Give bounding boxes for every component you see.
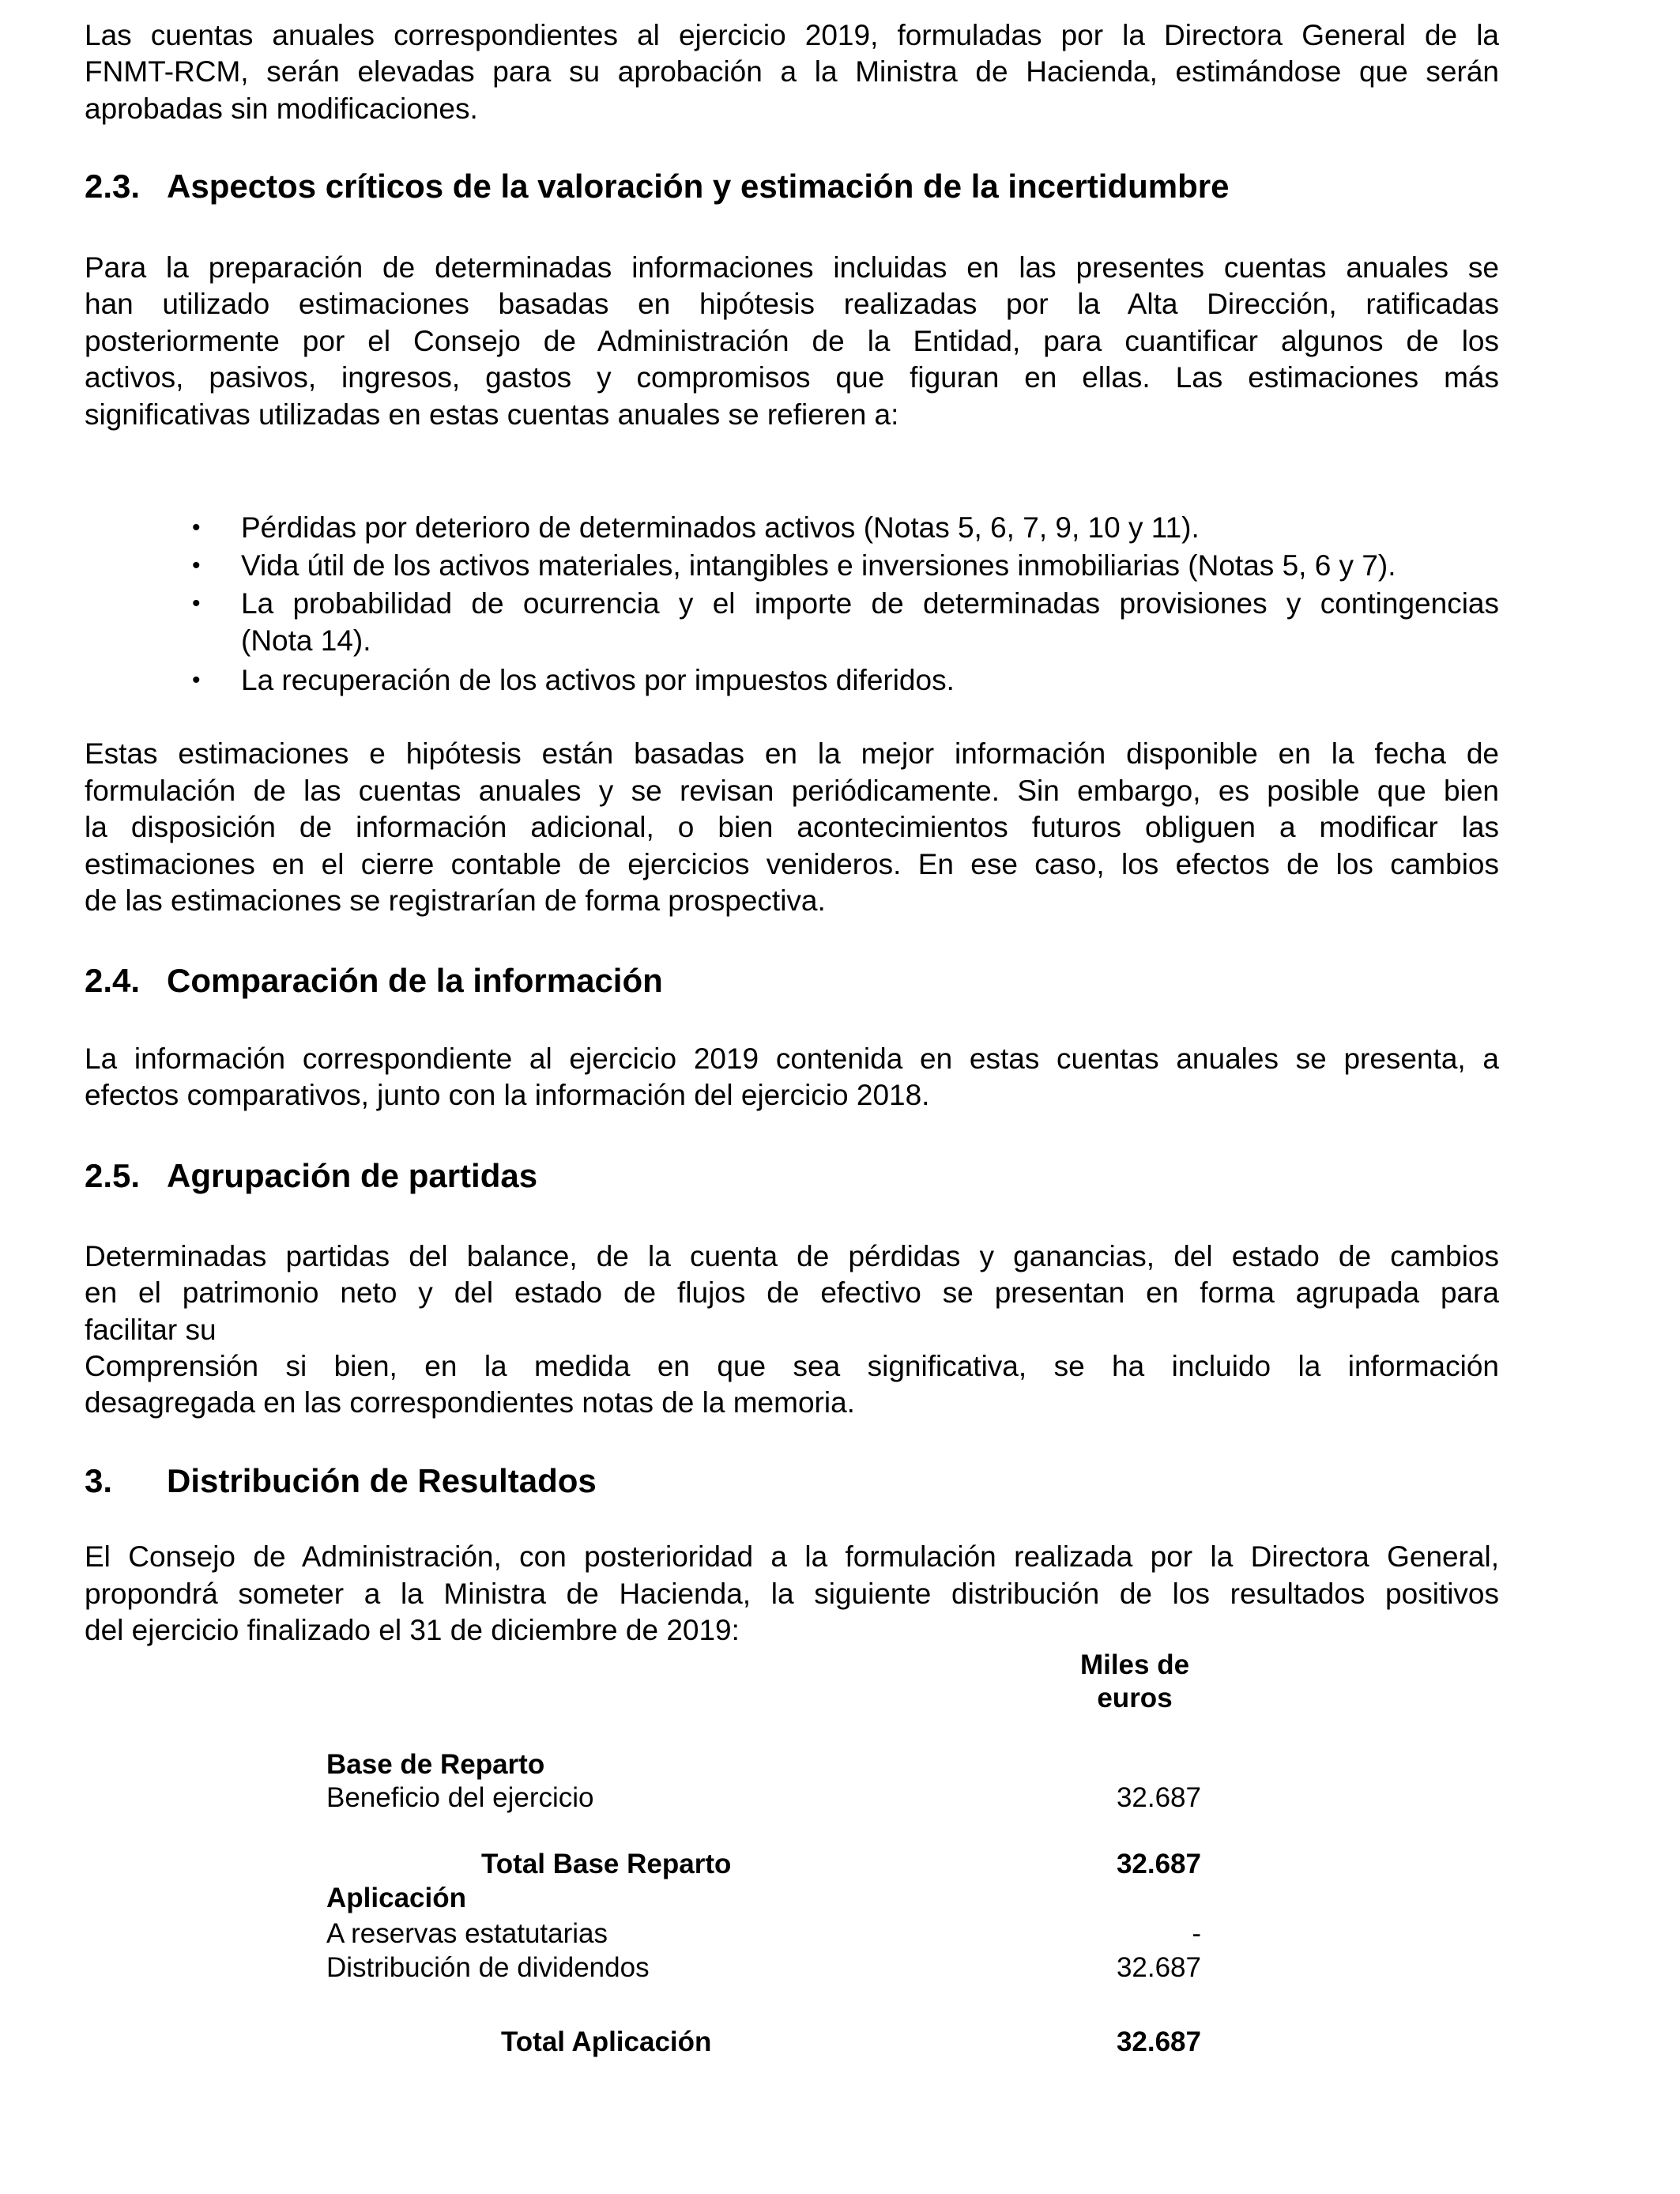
section-heading-2-4: [85, 961, 663, 1001]
section-number: 2.3.: [85, 168, 141, 205]
section-heading-2-3: [85, 167, 1229, 206]
list-item-text: La recuperación de los activos por impuestos diferidos.: [241, 664, 955, 696]
text-line: Comprensión si bien, en la medida en que sea significativa, se ha incluido la información: [85, 1349, 1499, 1382]
column-header: Miles de: [1079, 1649, 1190, 1680]
text-line: activos, pasivos, ingresos, gastos y compromisos que figuran en ellas. Las estimaciones más: [85, 361, 1499, 394]
aplicacion-title: Aplicación: [326, 1883, 466, 1913]
text-line: El Consejo de Administración, con posterioridad a la formulación realizada por la Directora General,: [85, 1540, 1499, 1573]
section-title: Distribución de Resultados: [167, 1462, 597, 1499]
text-line: Estas estimaciones e hipótesis están basadas en la mejor información disponible en la fecha de: [85, 737, 1499, 770]
total-value: 32.687: [1116, 2026, 1201, 2057]
section-title: Agrupación de partidas: [167, 1157, 538, 1194]
list-item-text: Pérdidas por deterioro de determinados activos (Notas 5, 6, 7, 9, 10 y 11).: [241, 511, 1200, 544]
text-line: formulación de las cuentas anuales y se revisan periódicamente. Sin embargo, es posible que bien: [85, 774, 1499, 807]
bullet-icon: •: [192, 667, 201, 693]
total-label: Total Aplicación: [501, 2026, 712, 2057]
text-line: efectos comparativos, junto con la información del ejercicio 2018.: [85, 1079, 930, 1112]
list-item: [192, 663, 1499, 698]
total-value: 32.687: [1116, 1849, 1201, 1879]
list-item-text: (Nota 14).: [241, 624, 371, 657]
text-line: Las cuentas anuales correspondientes al ejercicio 2019, formuladas por la Directora General de la: [85, 19, 1499, 51]
list-item: [192, 511, 1499, 545]
text-line: Para la preparación de determinadas informaciones incluidas en las presentes cuentas anuales se: [85, 251, 1499, 284]
text-line: aprobadas sin modificaciones.: [85, 92, 478, 125]
text-line: posteriormente por el Consejo de Administración de la Entidad, para cuantificar algunos de los: [85, 324, 1499, 357]
total-label: Total Base Reparto: [481, 1849, 732, 1879]
row-label: A reservas estatutarias: [326, 1918, 608, 1949]
row-label: Distribución de dividendos: [326, 1952, 650, 1983]
row-value: 32.687: [1116, 1782, 1201, 1813]
bullet-icon: •: [192, 552, 201, 579]
text-line: del ejercicio finalizado el 31 de diciembre de 2019:: [85, 1614, 740, 1646]
text-line: facilitar su: [85, 1313, 217, 1346]
row-value: -: [1192, 1918, 1201, 1949]
section-heading-2-5: [85, 1156, 537, 1196]
list-item: [192, 586, 1499, 621]
text-line: en el patrimonio neto y del estado de flujos de efectivo se presentan en forma agrupada para: [85, 1276, 1499, 1310]
section-title: Aspectos críticos de la valoración y estimación de la incertidumbre: [167, 168, 1230, 205]
base-title: Base de Reparto: [326, 1749, 545, 1780]
section-number: 2.5.: [85, 1157, 141, 1194]
text-line: de las estimaciones se registrarían de forma prospectiva.: [85, 884, 826, 917]
row-value: 32.687: [1116, 1952, 1201, 1983]
text-line: estimaciones en el cierre contable de ejercicios venideros. En ese caso, los efectos de los cambios: [85, 847, 1499, 880]
section-heading-3: [85, 1461, 597, 1501]
bullet-icon: •: [192, 590, 201, 616]
text-line: propondrá someter a la Ministra de Hacienda, la siguiente distribución de los resultados positivos: [85, 1577, 1499, 1610]
section-number: 2.4.: [85, 962, 141, 999]
section-number: 3.: [85, 1462, 113, 1499]
text-line: la disposición de información adicional, o bien acontecimientos futuros obliguen a modificar las: [85, 811, 1499, 843]
text-line: desagregada en las correspondientes notas de la memoria.: [85, 1386, 855, 1419]
bullet-icon: •: [192, 515, 201, 541]
list-item: [241, 624, 1499, 658]
text-line: FNMT-RCM, serán elevadas para su aprobación a la Ministra de Hacienda, estimándose que serán: [85, 55, 1499, 89]
column-header: euros: [1097, 1683, 1173, 1713]
text-line: La información correspondiente al ejercicio 2019 contenida en estas cuentas anuales se presenta, a: [85, 1042, 1499, 1075]
list-item-text: Vida útil de los activos materiales, intangibles e inversiones inmobiliarias (Notas 5, 6 y 7).: [241, 549, 1396, 582]
section-title: Comparación de la información: [167, 962, 663, 999]
text-line: Determinadas partidas del balance, de la cuenta de pérdidas y ganancias, del estado de cambios: [85, 1240, 1499, 1272]
text-line: significativas utilizadas en estas cuentas anuales se refieren a:: [85, 398, 899, 431]
text-line: han utilizado estimaciones basadas en hipótesis realizadas por la Alta Dirección, ratificadas: [85, 288, 1499, 321]
row-label: Beneficio del ejercicio: [326, 1782, 594, 1813]
list-item: [192, 548, 1499, 583]
list-item-text: La probabilidad de ocurrencia y el importe de determinadas provisiones y contingencias: [241, 587, 1499, 620]
